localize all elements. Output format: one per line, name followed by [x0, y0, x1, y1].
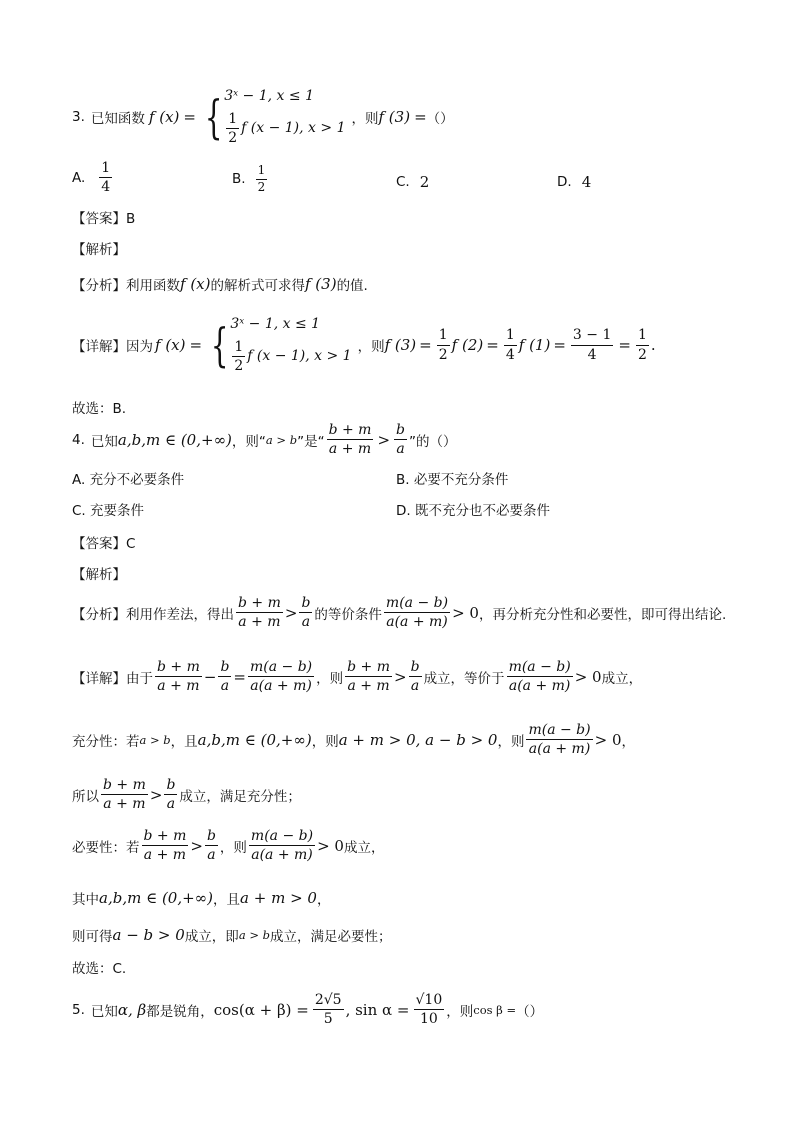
q3-tail: （） [426, 111, 454, 127]
q3-number: 3. [72, 109, 85, 125]
q3-fx: f (x) [148, 108, 180, 126]
q3-conclusion: 故选：B. [72, 401, 127, 417]
q3-f3: f (3) [378, 108, 411, 126]
q4-then: 则可得 a − b > 0 成立，即 a > b 成立，满足必要性； [72, 926, 392, 945]
q4-option-c: C. 充要条件 [72, 503, 145, 519]
q4-necessity: 必要性：若 $\frac{b + m}{a + m}$ > $\frac{b}{a}$ ，则 $\frac{m(a - b)}{a(a + m)}$ > 0 成立， [72, 828, 385, 864]
q4-option-a: A. 充分不必要条件 [72, 472, 185, 488]
q3-detail: 【详解】因为 f (x) = { 3ˣ − 1, x ≤ 1 $\frac{1}{2}$ f (x − 1), x > 1 ，则 f (3) = $\frac{1}{2}$ f (2) = $\frac{1}{4}$ f (1) = $\frac{3 - 1}{4}$ = $\frac{1}{2}$ . [72, 316, 656, 374]
q4-jiexi: 【解析】 [72, 567, 126, 583]
q4-detail: 【详解】由于 $\frac{b + m}{a + m}$ − $\frac{b}{a}$ = $\frac{m(a - b)}{a(a + m)}$ ，则 $\frac{b + m}{a + m}$ > $\frac{b}{a}$ 成立，等价于 $\frac{m(a - b)}{a(a + m)}$ > 0 成立， [72, 659, 643, 695]
q5-stem: 5. 已知 α, β 都是锐角， cos(α + β) = $\frac{2√5}{5}$ , sin α = $\frac{√10}{10}$ ，则 cos β = （） [72, 992, 544, 1028]
q3-brace: { [204, 90, 223, 144]
q3-prefix: 已知函数 [90, 111, 145, 127]
q4-where: 其中 a,b,m ∈ (0,+∞) ，且 a + m > 0 ， [72, 889, 331, 908]
q3-option-b: B. $\frac{1}{2}$ [232, 163, 266, 194]
q4-option-b: B. 必要不充分条件 [396, 472, 509, 488]
q3-answer: 【答案】B [72, 211, 136, 227]
q3-analysis: 【分析】利用函数 f (x) 的解析式可求得 f (3) 的值. [72, 275, 368, 294]
q3-case2: $\frac{1}{2}$ f (x − 1), x > 1 [228, 110, 346, 146]
q4-option-d: D. 既不充分也不必要条件 [396, 503, 550, 519]
q3-jiexi: 【解析】 [72, 242, 126, 258]
q4-conclusion: 故选：C. [72, 961, 127, 977]
q3-suffix: ，则 [351, 111, 379, 127]
q3-piecewise [199, 88, 346, 146]
q4-so: 所以 $\frac{b + m}{a + m}$ > $\frac{b}{a}$ 成立，满足充分性； [72, 777, 301, 813]
q4-sufficiency: 充分性：若 a > b ，且 a,b,m ∈ (0,+∞) ，则 a + m > 0, a − b > 0 ，则 $\frac{m(a - b)}{a(a + m)}$ > 0 ， [72, 722, 635, 758]
q3-option-c: C. 2 [396, 173, 430, 191]
q3-half-frac: $\frac{1}{2}$ [228, 110, 238, 146]
q3-eq: = [183, 108, 196, 126]
q4-stem: 4. 已知 a,b,m ∈ (0,+∞) ，则“ a > b ”是“ $\frac{b + m}{a + m}$ > $\frac{b}{a}$ ”的（） [72, 422, 457, 458]
q3-stem: 3. 已知函数 f (x) = { 3ˣ − 1, x ≤ 1 $\frac{1}{2}$ f (x − 1), x > 1 ，则 f (3) = （） [72, 88, 454, 146]
q3-option-a: A. $\frac{1}{4}$ [72, 160, 111, 196]
q3-option-d: D. 4 [557, 173, 592, 191]
q4-analysis: 【分析】利用作差法，得出 $\frac{b + m}{a + m}$ > $\frac{b}{a}$ 的等价条件 $\frac{m(a - b)}{a(a + m)}$ > 0 ，再分析充分性和必要性，即可得出结论. [72, 595, 727, 631]
q4-answer: 【答案】C [72, 536, 136, 552]
q3-case1: 3ˣ − 1, x ≤ 1 [224, 88, 314, 104]
